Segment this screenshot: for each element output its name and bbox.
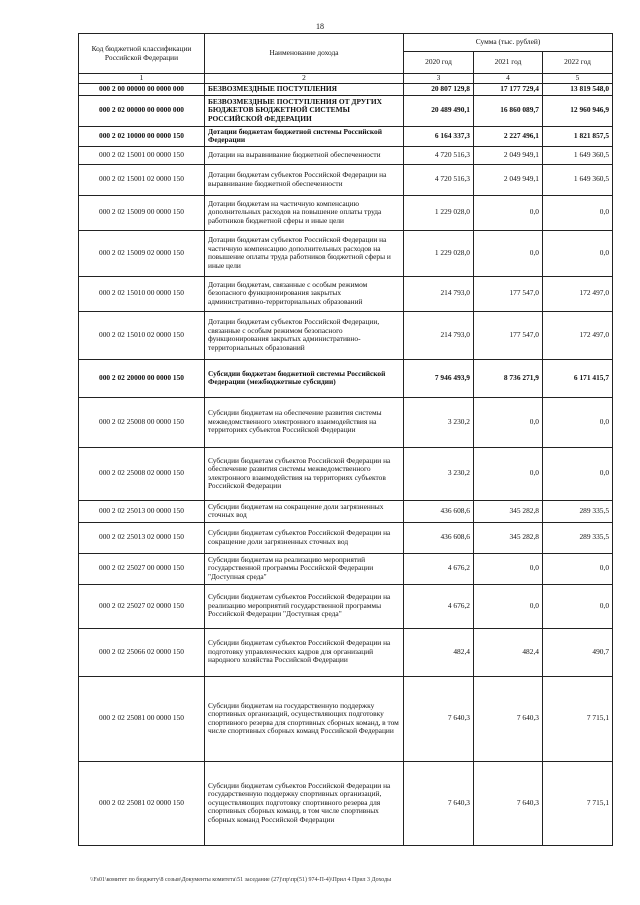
table-row <box>79 195 613 230</box>
index-cell: 1 <box>79 74 205 84</box>
code-cell: 000 2 02 25013 02 0000 150 <box>79 522 205 553</box>
value-2021-cell: 0,0 <box>474 584 543 628</box>
code-cell: 000 2 02 25081 00 0000 150 <box>79 676 205 761</box>
name-cell: Дотации бюджетам субъектов Российской Федерации на выравнивание бюджетной обеспеченности <box>205 164 404 195</box>
table-row <box>79 676 613 761</box>
table-row <box>79 397 613 447</box>
code-cell: 000 2 02 15010 00 0000 150 <box>79 276 205 311</box>
value-2020-cell: 1 229 028,0 <box>404 195 474 230</box>
table-row <box>79 447 613 500</box>
table-row <box>79 84 613 96</box>
code-cell: 000 2 02 25027 02 0000 150 <box>79 584 205 628</box>
name-cell: Субсидии бюджетам на сокращение доли загрязненных сточных вод <box>205 500 404 522</box>
value-2020-cell: 482,4 <box>404 628 474 676</box>
table-row <box>79 95 613 126</box>
name-cell: БЕЗВОЗМЕЗДНЫЕ ПОСТУПЛЕНИЯ <box>205 84 404 96</box>
table-row <box>79 164 613 195</box>
value-2020-cell: 6 164 337,3 <box>404 126 474 146</box>
code-cell: 000 2 02 25013 00 0000 150 <box>79 500 205 522</box>
value-2020-cell: 7 946 493,9 <box>404 359 474 397</box>
value-2021-cell: 8 736 271,9 <box>474 359 543 397</box>
value-2022-cell: 1 821 857,5 <box>543 126 613 146</box>
name-cell: Дотации на выравнивание бюджетной обеспеченности <box>205 146 404 164</box>
code-cell: 000 2 02 25066 02 0000 150 <box>79 628 205 676</box>
value-2020-cell: 214 793,0 <box>404 276 474 311</box>
value-2022-cell: 172 497,0 <box>543 311 613 359</box>
value-2021-cell: 2 227 496,1 <box>474 126 543 146</box>
table-row <box>79 126 613 146</box>
value-2021-cell: 0,0 <box>474 195 543 230</box>
code-cell: 000 2 02 25027 00 0000 150 <box>79 553 205 584</box>
name-cell: Дотации бюджетам бюджетной системы Российской Федерации <box>205 126 404 146</box>
code-cell: 000 2 02 25008 02 0000 150 <box>79 447 205 500</box>
name-cell: Субсидии бюджетам бюджетной системы Российской Федерации (межбюджетные субсидии) <box>205 359 404 397</box>
code-cell: 000 2 02 15010 02 0000 150 <box>79 311 205 359</box>
table-row <box>79 359 613 397</box>
value-2021-cell: 0,0 <box>474 553 543 584</box>
name-cell: Дотации бюджетам субъектов Российской Федерации, связанные с особым режимом безопасного функционирования закрытых административно-территориальных образований <box>205 311 404 359</box>
header-year-2022: 2022 год <box>543 52 613 74</box>
value-2022-cell: 12 960 946,9 <box>543 95 613 126</box>
value-2021-cell: 345 282,8 <box>474 500 543 522</box>
name-cell: Дотации бюджетам субъектов Российской Федерации на частичную компенсацию дополнительных расходов на повышение оплаты труда работников бюджетной сферы и иные цели <box>205 230 404 276</box>
value-2020-cell: 4 720 516,3 <box>404 164 474 195</box>
value-2021-cell: 7 640,3 <box>474 676 543 761</box>
code-cell: 000 2 02 15001 02 0000 150 <box>79 164 205 195</box>
value-2022-cell: 0,0 <box>543 584 613 628</box>
index-cell: 2 <box>205 74 404 84</box>
value-2021-cell: 345 282,8 <box>474 522 543 553</box>
table-row <box>79 553 613 584</box>
name-cell: Субсидии бюджетам субъектов Российской Федерации на подготовку управленческих кадров для организаций народного хозяйства Российской Федерации <box>205 628 404 676</box>
value-2021-cell: 177 547,0 <box>474 276 543 311</box>
table-row <box>79 584 613 628</box>
code-cell: 000 2 02 15009 02 0000 150 <box>79 230 205 276</box>
code-cell: 000 2 02 25008 00 0000 150 <box>79 397 205 447</box>
value-2020-cell: 7 640,3 <box>404 761 474 845</box>
table-row <box>79 311 613 359</box>
header-name: Наименование дохода <box>205 34 404 74</box>
file-path-footer: \\Fs01\комитет по бюджету\8 созыв\Документы комитета\51 заседание (27)\пр\пр(51) 974-П-4)\Прил 4 Прил 3 Доходы <box>90 877 392 883</box>
name-cell: Дотации бюджетам на частичную компенсацию дополнительных расходов на повышение оплаты труда работников бюджетной сферы и иные цели <box>205 195 404 230</box>
name-cell: Субсидии бюджетам субъектов Российской Федерации на реализацию мероприятий государственной программы Российской Федерации "Доступная среда" <box>205 584 404 628</box>
header-year-2021: 2021 год <box>474 52 543 74</box>
name-cell: Субсидии бюджетам субъектов Российской Федерации на сокращение доли загрязненных сточных вод <box>205 522 404 553</box>
value-2021-cell: 7 640,3 <box>474 761 543 845</box>
name-cell: Субсидии бюджетам на государственную поддержку спортивных организаций, осуществляющих подготовку спортивного резерва для спортивных сборных команд, в том числе спортивных сборных команд Российской Федерации <box>205 676 404 761</box>
value-2021-cell: 0,0 <box>474 230 543 276</box>
table-row <box>79 276 613 311</box>
budget-revenue-table <box>78 33 613 846</box>
name-cell: Дотации бюджетам, связанные с особым режимом безопасного функционирования закрытых административно-территориальных образований <box>205 276 404 311</box>
value-2021-cell: 482,4 <box>474 628 543 676</box>
name-cell: Субсидии бюджетам на обеспечение развития системы межведомственного электронного взаимодействия на территориях субъектов Российской Федерации <box>205 397 404 447</box>
value-2021-cell: 17 177 729,4 <box>474 84 543 96</box>
name-cell: Субсидии бюджетам субъектов Российской Федерации на государственную поддержку спортивных организаций, осуществляющих подготовку спортивного резерва для спортивных сборных команд, в том числе спортивных сборных команд Российской Федерации <box>205 761 404 845</box>
value-2021-cell: 0,0 <box>474 447 543 500</box>
value-2020-cell: 3 230,2 <box>404 397 474 447</box>
name-cell: БЕЗВОЗМЕЗДНЫЕ ПОСТУПЛЕНИЯ ОТ ДРУГИХ БЮДЖЕТОВ БЮДЖЕТНОЙ СИСТЕМЫ РОССИЙСКОЙ ФЕДЕРАЦИИ <box>205 95 404 126</box>
header-year-2020: 2020 год <box>404 52 474 74</box>
value-2022-cell: 13 819 548,0 <box>543 84 613 96</box>
header-sum: Сумма (тыс. рублей) <box>404 34 613 52</box>
value-2020-cell: 7 640,3 <box>404 676 474 761</box>
value-2022-cell: 1 649 360,5 <box>543 164 613 195</box>
value-2020-cell: 3 230,2 <box>404 447 474 500</box>
table-body <box>79 84 613 846</box>
value-2020-cell: 436 608,6 <box>404 522 474 553</box>
code-cell: 000 2 02 10000 00 0000 150 <box>79 126 205 146</box>
value-2022-cell: 289 335,5 <box>543 522 613 553</box>
value-2022-cell: 7 715,1 <box>543 761 613 845</box>
code-cell: 000 2 02 20000 00 0000 150 <box>79 359 205 397</box>
value-2021-cell: 0,0 <box>474 397 543 447</box>
value-2022-cell: 0,0 <box>543 553 613 584</box>
page-number: 18 <box>316 22 324 31</box>
value-2021-cell: 177 547,0 <box>474 311 543 359</box>
table-row <box>79 500 613 522</box>
value-2020-cell: 4 676,2 <box>404 553 474 584</box>
value-2020-cell: 4 720 516,3 <box>404 146 474 164</box>
value-2022-cell: 1 649 360,5 <box>543 146 613 164</box>
table-row <box>79 230 613 276</box>
value-2020-cell: 436 608,6 <box>404 500 474 522</box>
code-cell: 000 2 02 00000 00 0000 000 <box>79 95 205 126</box>
value-2021-cell: 2 049 949,1 <box>474 146 543 164</box>
value-2022-cell: 490,7 <box>543 628 613 676</box>
value-2022-cell: 172 497,0 <box>543 276 613 311</box>
value-2022-cell: 289 335,5 <box>543 500 613 522</box>
name-cell: Субсидии бюджетам на реализацию мероприятий государственной программы Российской Федерации "Доступная среда" <box>205 553 404 584</box>
value-2022-cell: 7 715,1 <box>543 676 613 761</box>
index-cell: 3 <box>404 74 474 84</box>
table-row <box>79 146 613 164</box>
value-2020-cell: 4 676,2 <box>404 584 474 628</box>
value-2021-cell: 2 049 949,1 <box>474 164 543 195</box>
name-cell: Субсидии бюджетам субъектов Российской Федерации на обеспечение развития системы межведомственного электронного взаимодействия на территориях субъектов Российской Федерации <box>205 447 404 500</box>
code-cell: 000 2 02 25081 02 0000 150 <box>79 761 205 845</box>
value-2020-cell: 214 793,0 <box>404 311 474 359</box>
value-2022-cell: 0,0 <box>543 447 613 500</box>
code-cell: 000 2 02 15009 00 0000 150 <box>79 195 205 230</box>
code-cell: 000 2 00 00000 00 0000 000 <box>79 84 205 96</box>
value-2022-cell: 0,0 <box>543 195 613 230</box>
table-row <box>79 761 613 845</box>
value-2022-cell: 0,0 <box>543 230 613 276</box>
value-2021-cell: 16 860 089,7 <box>474 95 543 126</box>
value-2022-cell: 6 171 415,7 <box>543 359 613 397</box>
value-2020-cell: 20 489 490,1 <box>404 95 474 126</box>
table-row <box>79 522 613 553</box>
index-cell: 4 <box>474 74 543 84</box>
value-2020-cell: 20 807 129,8 <box>404 84 474 96</box>
index-cell: 5 <box>543 74 613 84</box>
value-2022-cell: 0,0 <box>543 397 613 447</box>
value-2020-cell: 1 229 028,0 <box>404 230 474 276</box>
header-code: Код бюджетной классификации Российской Федерации <box>79 34 205 74</box>
code-cell: 000 2 02 15001 00 0000 150 <box>79 146 205 164</box>
table-row <box>79 628 613 676</box>
